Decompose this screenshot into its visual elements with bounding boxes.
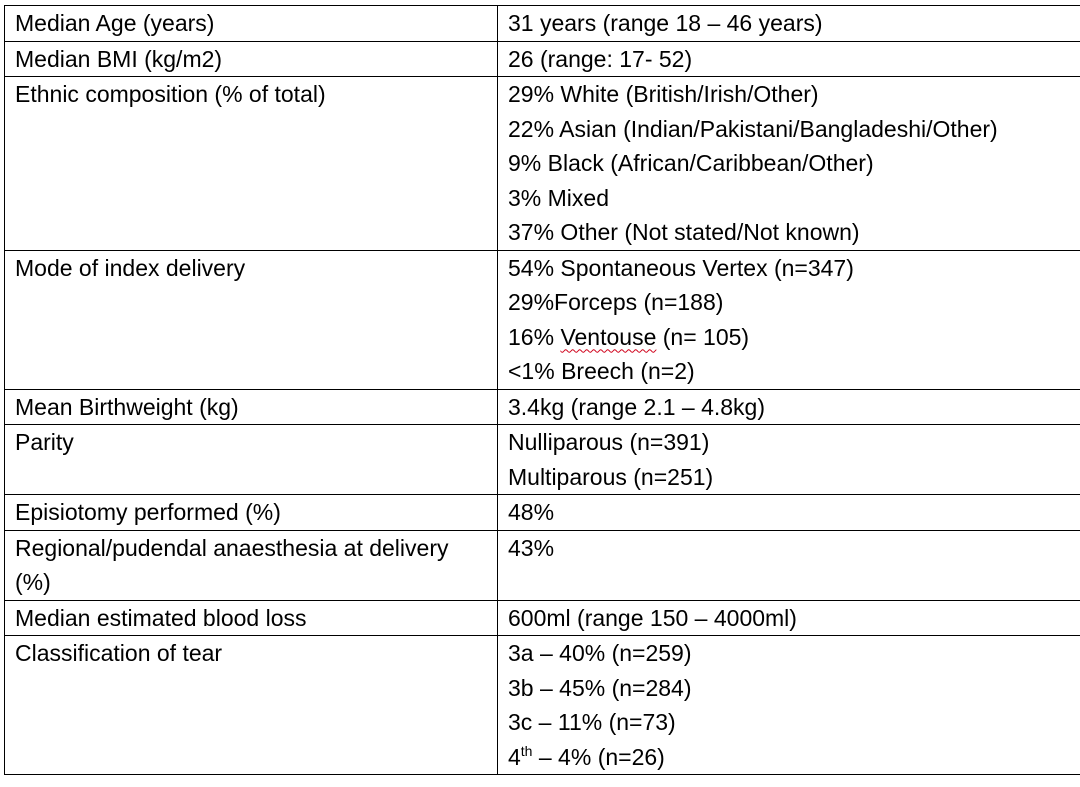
row-value-cell	[498, 6, 1080, 42]
row-label: Median Age (years)	[15, 10, 215, 36]
table-row	[5, 425, 1080, 495]
row-value: 31 years (range 18 – 46 years)	[508, 10, 823, 36]
row-label: Median estimated blood loss	[15, 604, 307, 631]
row-value: 29%Forceps (n=188)	[508, 289, 724, 315]
row-label: Mean Birthweight (kg)	[15, 393, 239, 420]
value-rest: – 4% (n=26)	[532, 743, 665, 770]
row-value-cell	[498, 425, 1080, 495]
row-label: Median BMI (kg/m2)	[15, 45, 223, 72]
row-value: 9% Black (African/Caribbean/Other)	[508, 150, 874, 176]
table-row	[5, 636, 1080, 775]
row-label: Episiotomy performed (%)	[15, 499, 281, 525]
row-value-cell	[498, 77, 1080, 251]
row-value: 3% Mixed	[508, 184, 609, 211]
row-value: 29% White (British/Irish/Other)	[508, 81, 819, 107]
row-label: Mode of index delivery	[15, 254, 246, 281]
table-row	[5, 530, 1080, 600]
row-value: 3a – 40% (n=259)	[508, 640, 692, 666]
table-row	[5, 495, 1080, 531]
table-row	[5, 6, 1080, 42]
row-label-cell	[5, 41, 498, 77]
row-value: Nulliparous (n=391)	[508, 429, 710, 455]
spellcheck-word[interactable]: Ventouse	[560, 323, 657, 350]
row-value: <1% Breech (n=2)	[508, 358, 695, 384]
row-value-cell	[498, 495, 1080, 531]
row-value-cell	[498, 250, 1080, 389]
row-value: 48%	[508, 499, 555, 525]
value-suffix: (n= 105)	[656, 323, 750, 350]
row-value: 22% Asian (Indian/Pakistani/Bangladeshi/Other)	[508, 115, 998, 142]
row-label-cell	[5, 77, 498, 251]
row-value-cell	[498, 530, 1080, 600]
row-label: Parity	[15, 429, 74, 455]
row-value: 54% Spontaneous Vertex (n=347)	[508, 254, 854, 281]
row-label: Classification of tear	[15, 640, 223, 666]
row-value-cell	[498, 41, 1080, 77]
row-value: 3c – 11% (n=73)	[508, 709, 676, 735]
row-label-cell	[5, 6, 498, 42]
row-label: Regional/pudendal anaesthesia at delivery (%)	[15, 534, 449, 595]
row-label-cell	[5, 425, 498, 495]
table-row	[5, 600, 1080, 636]
table-row	[5, 77, 1080, 251]
row-value-cell	[498, 600, 1080, 636]
row-value: 43%	[508, 534, 555, 561]
row-label-cell	[5, 389, 498, 425]
row-value: 600ml (range 150 – 4000ml)	[508, 604, 797, 631]
row-label-cell	[5, 250, 498, 389]
row-value-cell	[498, 636, 1080, 775]
table-row	[5, 250, 1080, 389]
row-value	[508, 320, 1080, 355]
row-value-cell	[498, 389, 1080, 425]
row-value: 3b – 45% (n=284)	[508, 674, 692, 701]
row-label-cell	[5, 600, 498, 636]
row-label-cell	[5, 636, 498, 775]
row-value	[508, 740, 1080, 775]
table-row	[5, 41, 1080, 77]
row-value: 37% Other (Not stated/Not known)	[508, 219, 860, 245]
ordinal-suffix: th	[520, 742, 533, 759]
value-base: 4	[508, 743, 521, 770]
row-label-cell	[5, 495, 498, 531]
demographics-table	[4, 5, 1080, 775]
row-value: Multiparous (n=251)	[508, 463, 714, 490]
row-label-cell	[5, 530, 498, 600]
table-row	[5, 389, 1080, 425]
row-value: 3.4kg (range 2.1 – 4.8kg)	[508, 393, 765, 420]
row-label: Ethnic composition (% of total)	[15, 81, 326, 107]
value-prefix: 16%	[508, 323, 561, 350]
row-value: 26 (range: 17- 52)	[508, 45, 693, 72]
